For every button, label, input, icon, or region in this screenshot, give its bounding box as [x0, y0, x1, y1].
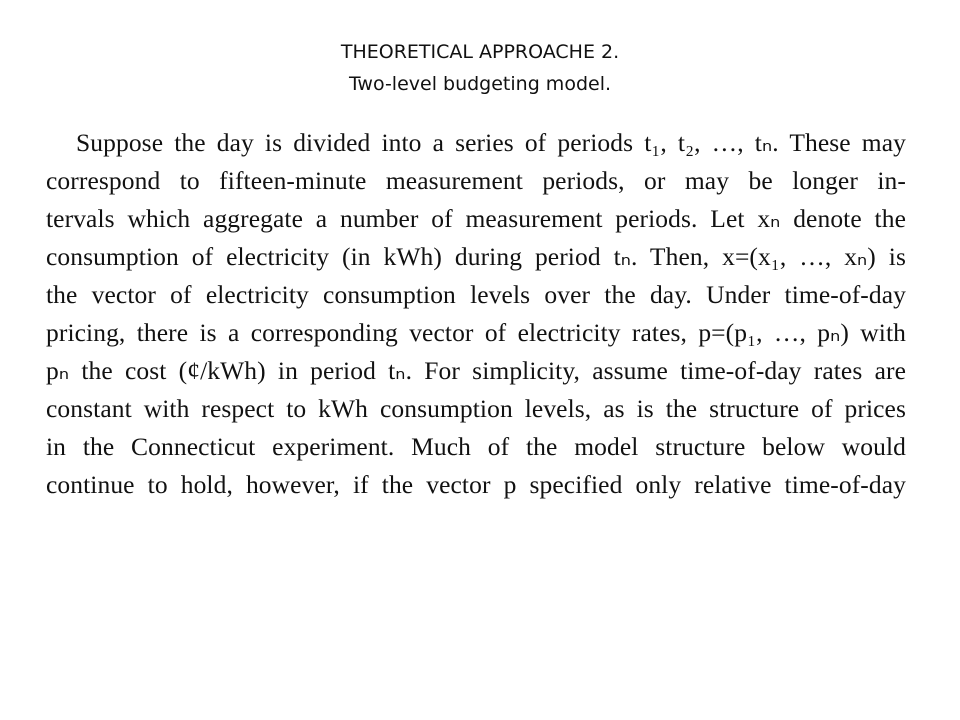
text-line: tervals which aggregate a number of measurement periods. Let xₙ denote the: [46, 204, 906, 233]
scanned-text-excerpt: [46, 128, 906, 520]
text-line: pricing, there is a corresponding vector of electricity rates, p=(p₁, …, pₙ) with: [46, 318, 906, 347]
slide-title: [0, 36, 960, 100]
text-line: continue to hold, however, if the vector p specified only relative time-of-day: [46, 470, 906, 499]
text-line: pₙ the cost (¢/kWh) in period tₙ. For simplicity, assume time-of-day rates are: [46, 356, 906, 385]
title-line-1: THEORETICAL APPROACHE 2.: [340, 41, 620, 63]
text-line: correspond to fifteen-minute measurement periods, or may be longer in-: [46, 166, 906, 195]
text-line: Suppose the day is divided into a series of periods t₁, t₂, …, tₙ. These may: [76, 128, 906, 157]
text-line: constant with respect to kWh consumption levels, as is the structure of prices: [46, 394, 906, 423]
text-line: in the Connecticut experiment. Much of the model structure below would: [46, 432, 906, 461]
text-line: consumption of electricity (in kWh) during period tₙ. Then, x=(x₁, …, xₙ) is: [46, 242, 906, 271]
text-line: the vector of electricity consumption levels over the day. Under time-of-day: [46, 280, 906, 309]
title-line-2: Two-level budgeting model.: [348, 73, 612, 95]
